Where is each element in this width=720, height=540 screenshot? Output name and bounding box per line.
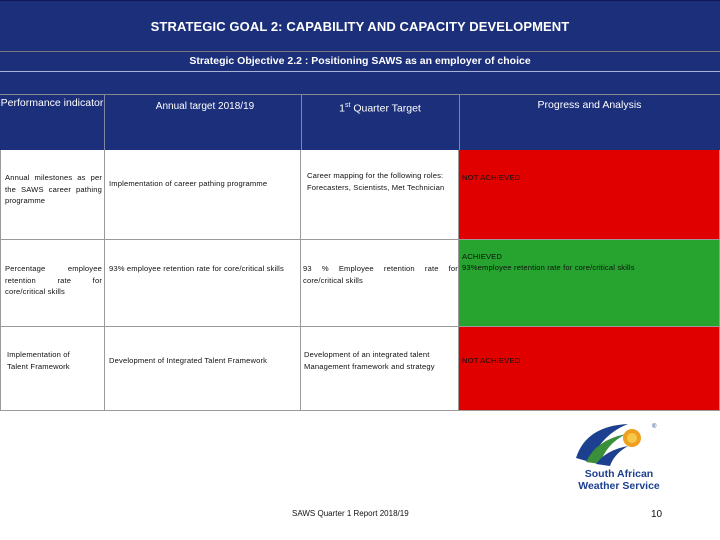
logo-wordmark: South African Weather Service: [578, 468, 660, 492]
cell-annual-target: Implementation of career pathing programme: [105, 150, 301, 240]
strategic-objective: Strategic Objective 2.2 : Positioning SAWS as an employer of choice: [189, 55, 531, 67]
cell-indicator: Annual milestones as per the SAWS career pathing programme: [0, 150, 105, 240]
objective-divider: [0, 71, 720, 72]
cell-indicator: Implementation of Talent Framework: [0, 327, 105, 411]
cell-annual-target: 93% employee retention rate for core/critical skills: [105, 240, 301, 327]
cell-quarter-target: Career mapping for the following roles: Forecasters, Scientists, Met Technician: [301, 150, 459, 240]
table-header: [0, 95, 720, 150]
cell-progress-status: [459, 327, 720, 411]
status-not-achieved: NOT ACHIEVED: [462, 173, 521, 182]
cell-progress-status: [459, 240, 720, 327]
title-band: [0, 0, 720, 52]
performance-table: [0, 150, 720, 411]
table-row: [0, 327, 720, 411]
cell-annual-target: Development of Integrated Talent Framework: [105, 327, 301, 411]
footer-report: SAWS Quarter 1 Report 2018/19: [292, 509, 409, 518]
status-not-achieved: NOT ACHIEVED: [462, 356, 521, 365]
slide-title: STRATEGIC GOAL 2: CAPABILITY AND CAPACITY DEVELOPMENT: [150, 19, 570, 34]
header-annual-target: Annual target 2018/19: [155, 101, 255, 112]
header-divider: [104, 95, 105, 150]
status-achieved: ACHIEVED: [462, 252, 503, 261]
status-detail: 93%employee retention rate for core/critical skills: [462, 263, 635, 272]
table-row: [0, 150, 720, 240]
objective-band: [0, 52, 720, 95]
cell-progress-status: [459, 150, 720, 240]
svg-text:®: ®: [652, 424, 657, 430]
header-progress-analysis: Progress and Analysis: [537, 99, 642, 111]
table-row: [0, 240, 720, 327]
cell-quarter-target: Development of an integrated talent Management framework and strategy: [301, 327, 459, 411]
page-number: 10: [651, 509, 663, 520]
cell-indicator: Percentage employee retention rate for core/critical skills: [0, 240, 105, 327]
cell-quarter-target: 93 % Employee retention rate for core/critical skills: [301, 240, 459, 327]
header-quarter-target: 1st Quarter Target: [339, 102, 421, 115]
header-performance-indicator: Performance indicator: [0, 97, 104, 109]
